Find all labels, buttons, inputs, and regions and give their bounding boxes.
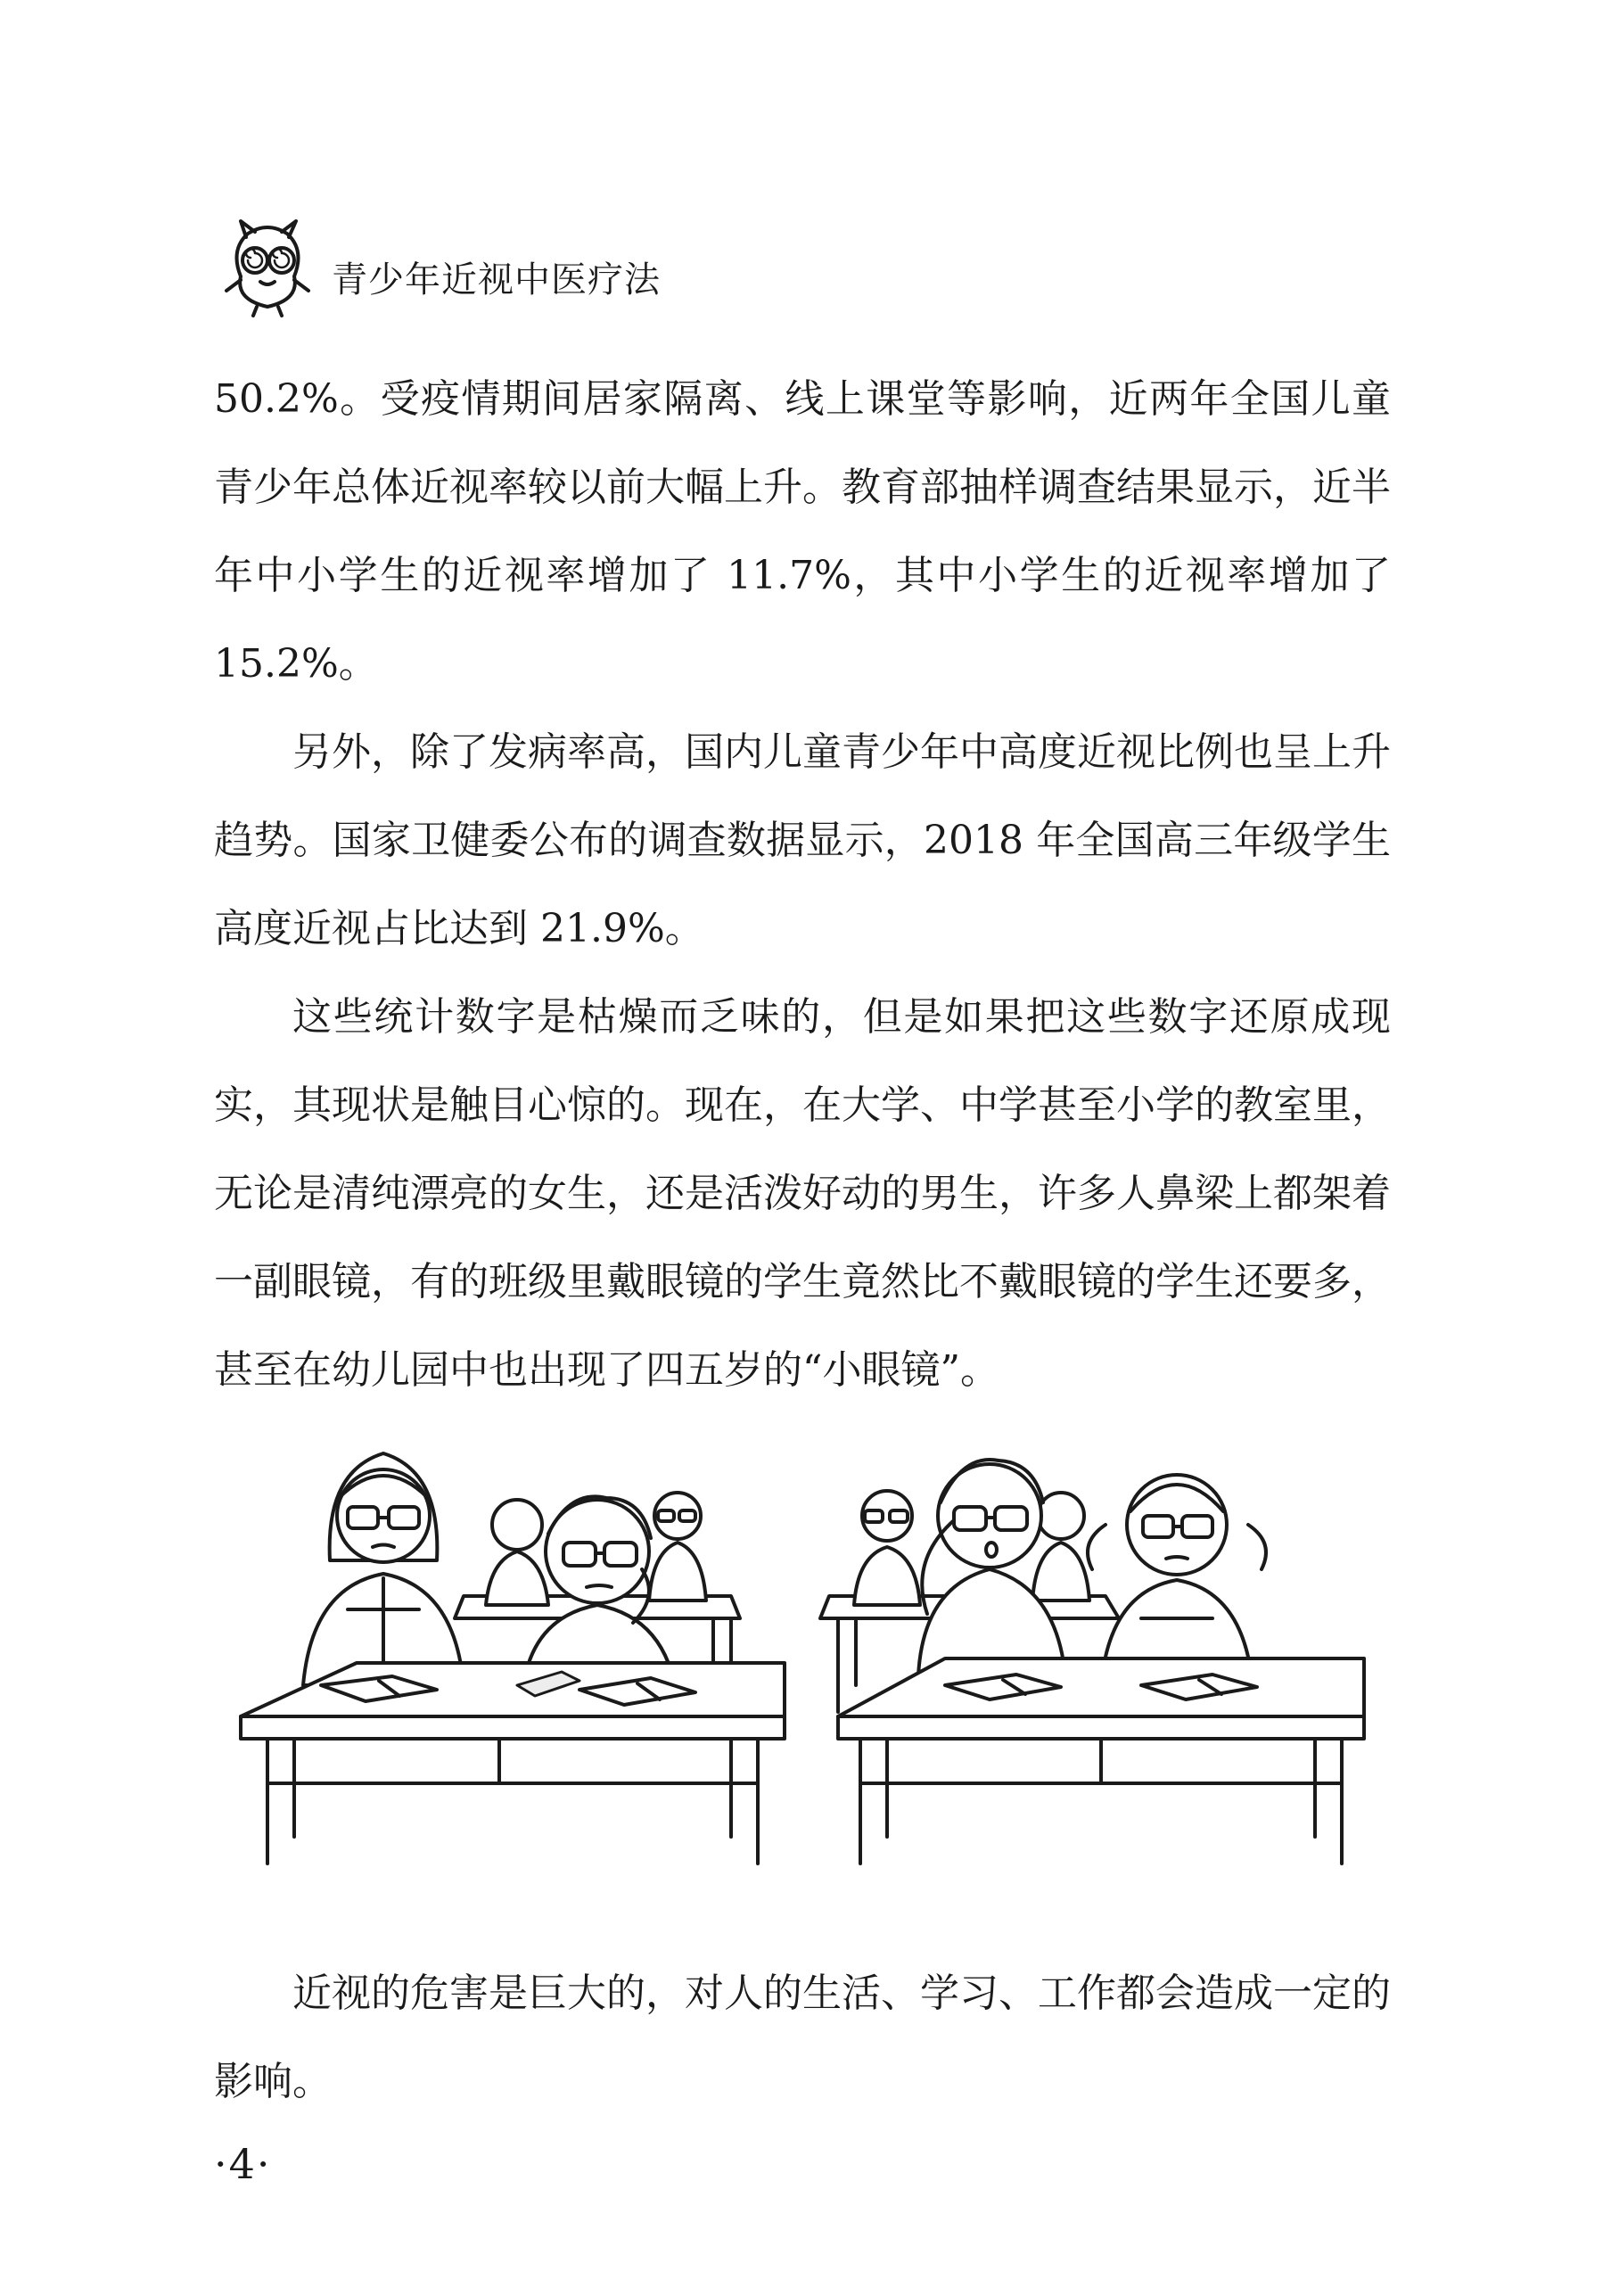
classroom-students-with-glasses-illustration	[214, 1418, 1391, 1917]
back-student-left-2	[649, 1493, 706, 1601]
running-header-title: 青少年近视中医疗法	[332, 259, 661, 300]
closing-text	[214, 1949, 1391, 2126]
back-student-right-1	[854, 1491, 920, 1605]
page-number: ·4·	[214, 2140, 272, 2188]
paragraph-3: 这些统计数字是枯燥而乏味的，但是如果把这些数字还原成现实，其现状是触目心惊的。现在，在大学、中学甚至小学的教室里，无论是清纯漂亮的女生，还是活泼好动的男生，许多人鼻梁上都架着一副眼镜，有的班级里戴眼镜的学生竟然比不戴眼镜的学生还要多，甚至在幼儿园中也出现了四五岁的“小眼镜”。	[214, 994, 1391, 1393]
back-student-left-1	[486, 1500, 548, 1605]
paragraph-1: 50.2%。受疫情期间居家隔离、线上课堂等影响，近两年全国儿童青少年总体近视率较以前大幅上升。教育部抽样调查结果显示，近半年中小学生的近视率增加了 11.7%，其中小学生的近视率增加了 15.2%。	[214, 376, 1391, 687]
paragraph-4: 近视的危害是巨大的，对人的生活、学习、工作都会造成一定的影响。	[214, 1971, 1391, 2104]
body-text	[214, 355, 1391, 1414]
paragraph-2: 另外，除了发病率高，国内儿童青少年中高度近视比例也呈上升趋势。国家卫健委公布的调查数据显示，2018 年全国高三年级学生高度近视占比达到 21.9%。	[214, 729, 1391, 951]
bespectacled-cartoon-creature-icon	[214, 214, 321, 321]
girl-with-glasses-left	[303, 1453, 464, 1685]
running-header	[214, 214, 660, 339]
girl-with-pigtails-and-glasses	[1088, 1475, 1266, 1685]
